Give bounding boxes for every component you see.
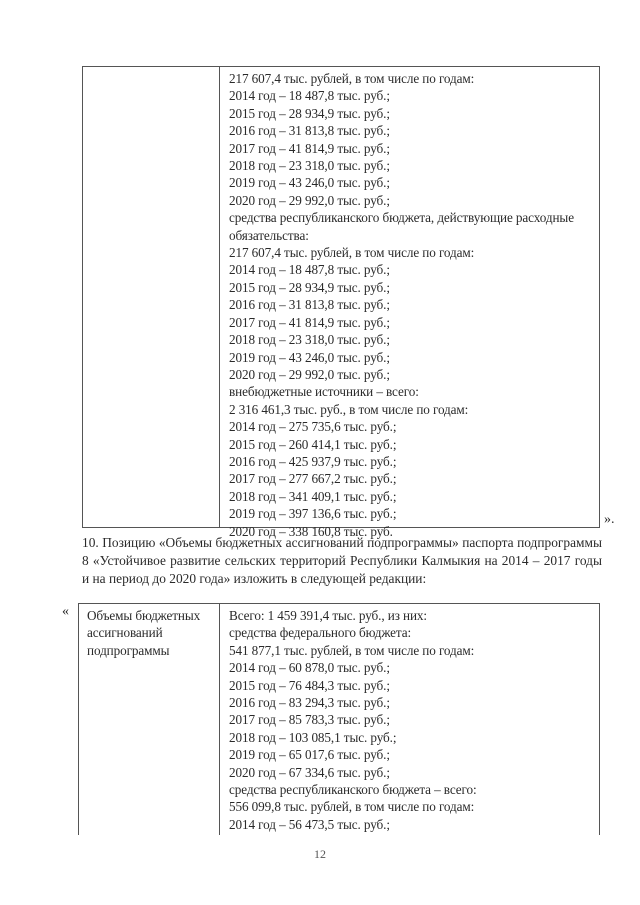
- budget-line: средства республиканского бюджета – всего:: [229, 782, 477, 798]
- budget-line: 2017 год – 277 667,2 тыс. руб.;: [229, 471, 397, 487]
- budget-line: 2018 год – 23 318,0 тыс. руб.;: [229, 332, 390, 348]
- page-number: 12: [314, 847, 326, 861]
- budget-line: 2 316 461,3 тыс. руб., в том числе по годам:: [229, 401, 469, 417]
- closing-quote: ».: [604, 512, 615, 527]
- budget-table-continued: [82, 66, 600, 539]
- budget-line: 2020 год – 338 160,8 тыс. руб.: [229, 523, 393, 539]
- budget-line: 217 607,4 тыс. рублей, в том числе по годам:: [229, 71, 475, 86]
- table-label: Объемы бюджетных ассигнований подпрограммы: [87, 608, 201, 658]
- budget-line: 2019 год – 43 246,0 тыс. руб.;: [229, 349, 390, 365]
- budget-line: 2015 год – 260 414,1 тыс. руб.;: [229, 436, 397, 452]
- amendment-paragraph: 10. Позицию «Объемы бюджетных ассигнований подпрограммы» паспорта подпрограммы 8 «Устойчивое развитие сельских территорий Республики Калмыкия на 2014 – 2017 годы и на период до 2020 года» изложить в следующей редакции:: [82, 535, 602, 586]
- budget-line: 2018 год – 103 085,1 тыс. руб.;: [229, 729, 397, 745]
- budget-line: 2016 год – 31 813,8 тыс. руб.;: [229, 123, 390, 139]
- budget-line: 2016 год – 83 294,3 тыс. руб.;: [229, 695, 390, 711]
- column-divider: [219, 604, 220, 835]
- budget-line: 2014 год – 18 487,8 тыс. руб.;: [229, 88, 390, 104]
- budget-table: [78, 603, 600, 835]
- budget-line: средства федерального бюджета:: [229, 625, 412, 641]
- table-label-cell: [87, 607, 215, 659]
- budget-line: 2015 год – 28 934,9 тыс. руб.;: [229, 279, 390, 295]
- budget-line: Всего: 1 459 391,4 тыс. руб., из них:: [229, 608, 427, 623]
- budget-line: 2014 год – 56 473,5 тыс. руб.;: [229, 816, 390, 832]
- budget-line: 2017 год – 41 814,9 тыс. руб.;: [229, 314, 390, 330]
- budget-line: 2014 год – 275 735,6 тыс. руб.;: [229, 419, 397, 435]
- budget-line: 2019 год – 43 246,0 тыс. руб.;: [229, 175, 390, 191]
- budget-line: 556 099,8 тыс. рублей, в том числе по годам:: [229, 799, 475, 815]
- budget-line: 2014 год – 60 878,0 тыс. руб.;: [229, 660, 390, 676]
- budget-line: 2016 год – 425 937,9 тыс. руб.;: [229, 453, 397, 469]
- budget-line: 2018 год – 341 409,1 тыс. руб.;: [229, 488, 397, 504]
- budget-line: 2014 год – 18 487,8 тыс. руб.;: [229, 262, 390, 278]
- budget-line: 2020 год – 67 334,6 тыс. руб.;: [229, 764, 390, 780]
- budget-values-cell: [229, 70, 595, 540]
- budget-line: 2017 год – 41 814,9 тыс. руб.;: [229, 140, 390, 156]
- budget-line: 2015 год – 28 934,9 тыс. руб.;: [229, 105, 390, 121]
- budget-line: 217 607,4 тыс. рублей, в том числе по годам:: [229, 245, 475, 261]
- budget-line: 2019 год – 397 136,6 тыс. руб.;: [229, 506, 397, 522]
- budget-line: 2015 год – 76 484,3 тыс. руб.;: [229, 677, 390, 693]
- budget-line: 2018 год – 23 318,0 тыс. руб.;: [229, 158, 390, 174]
- budget-line: 2020 год – 29 992,0 тыс. руб.;: [229, 366, 390, 382]
- opening-quote: «: [62, 604, 69, 619]
- budget-line: 2016 год – 31 813,8 тыс. руб.;: [229, 297, 390, 313]
- budget-line: 541 877,1 тыс. рублей, в том числе по годам:: [229, 642, 475, 658]
- column-divider: [219, 67, 220, 527]
- budget-values-cell: [229, 607, 595, 833]
- budget-line: внебюджетные источники – всего:: [229, 384, 419, 400]
- budget-line: средства республиканского бюджета, действующие расходные обязательства:: [229, 210, 574, 243]
- budget-line: 2019 год – 65 017,6 тыс. руб.;: [229, 747, 390, 763]
- budget-line: 2017 год – 85 783,3 тыс. руб.;: [229, 712, 390, 728]
- budget-line: 2020 год – 29 992,0 тыс. руб.;: [229, 192, 390, 208]
